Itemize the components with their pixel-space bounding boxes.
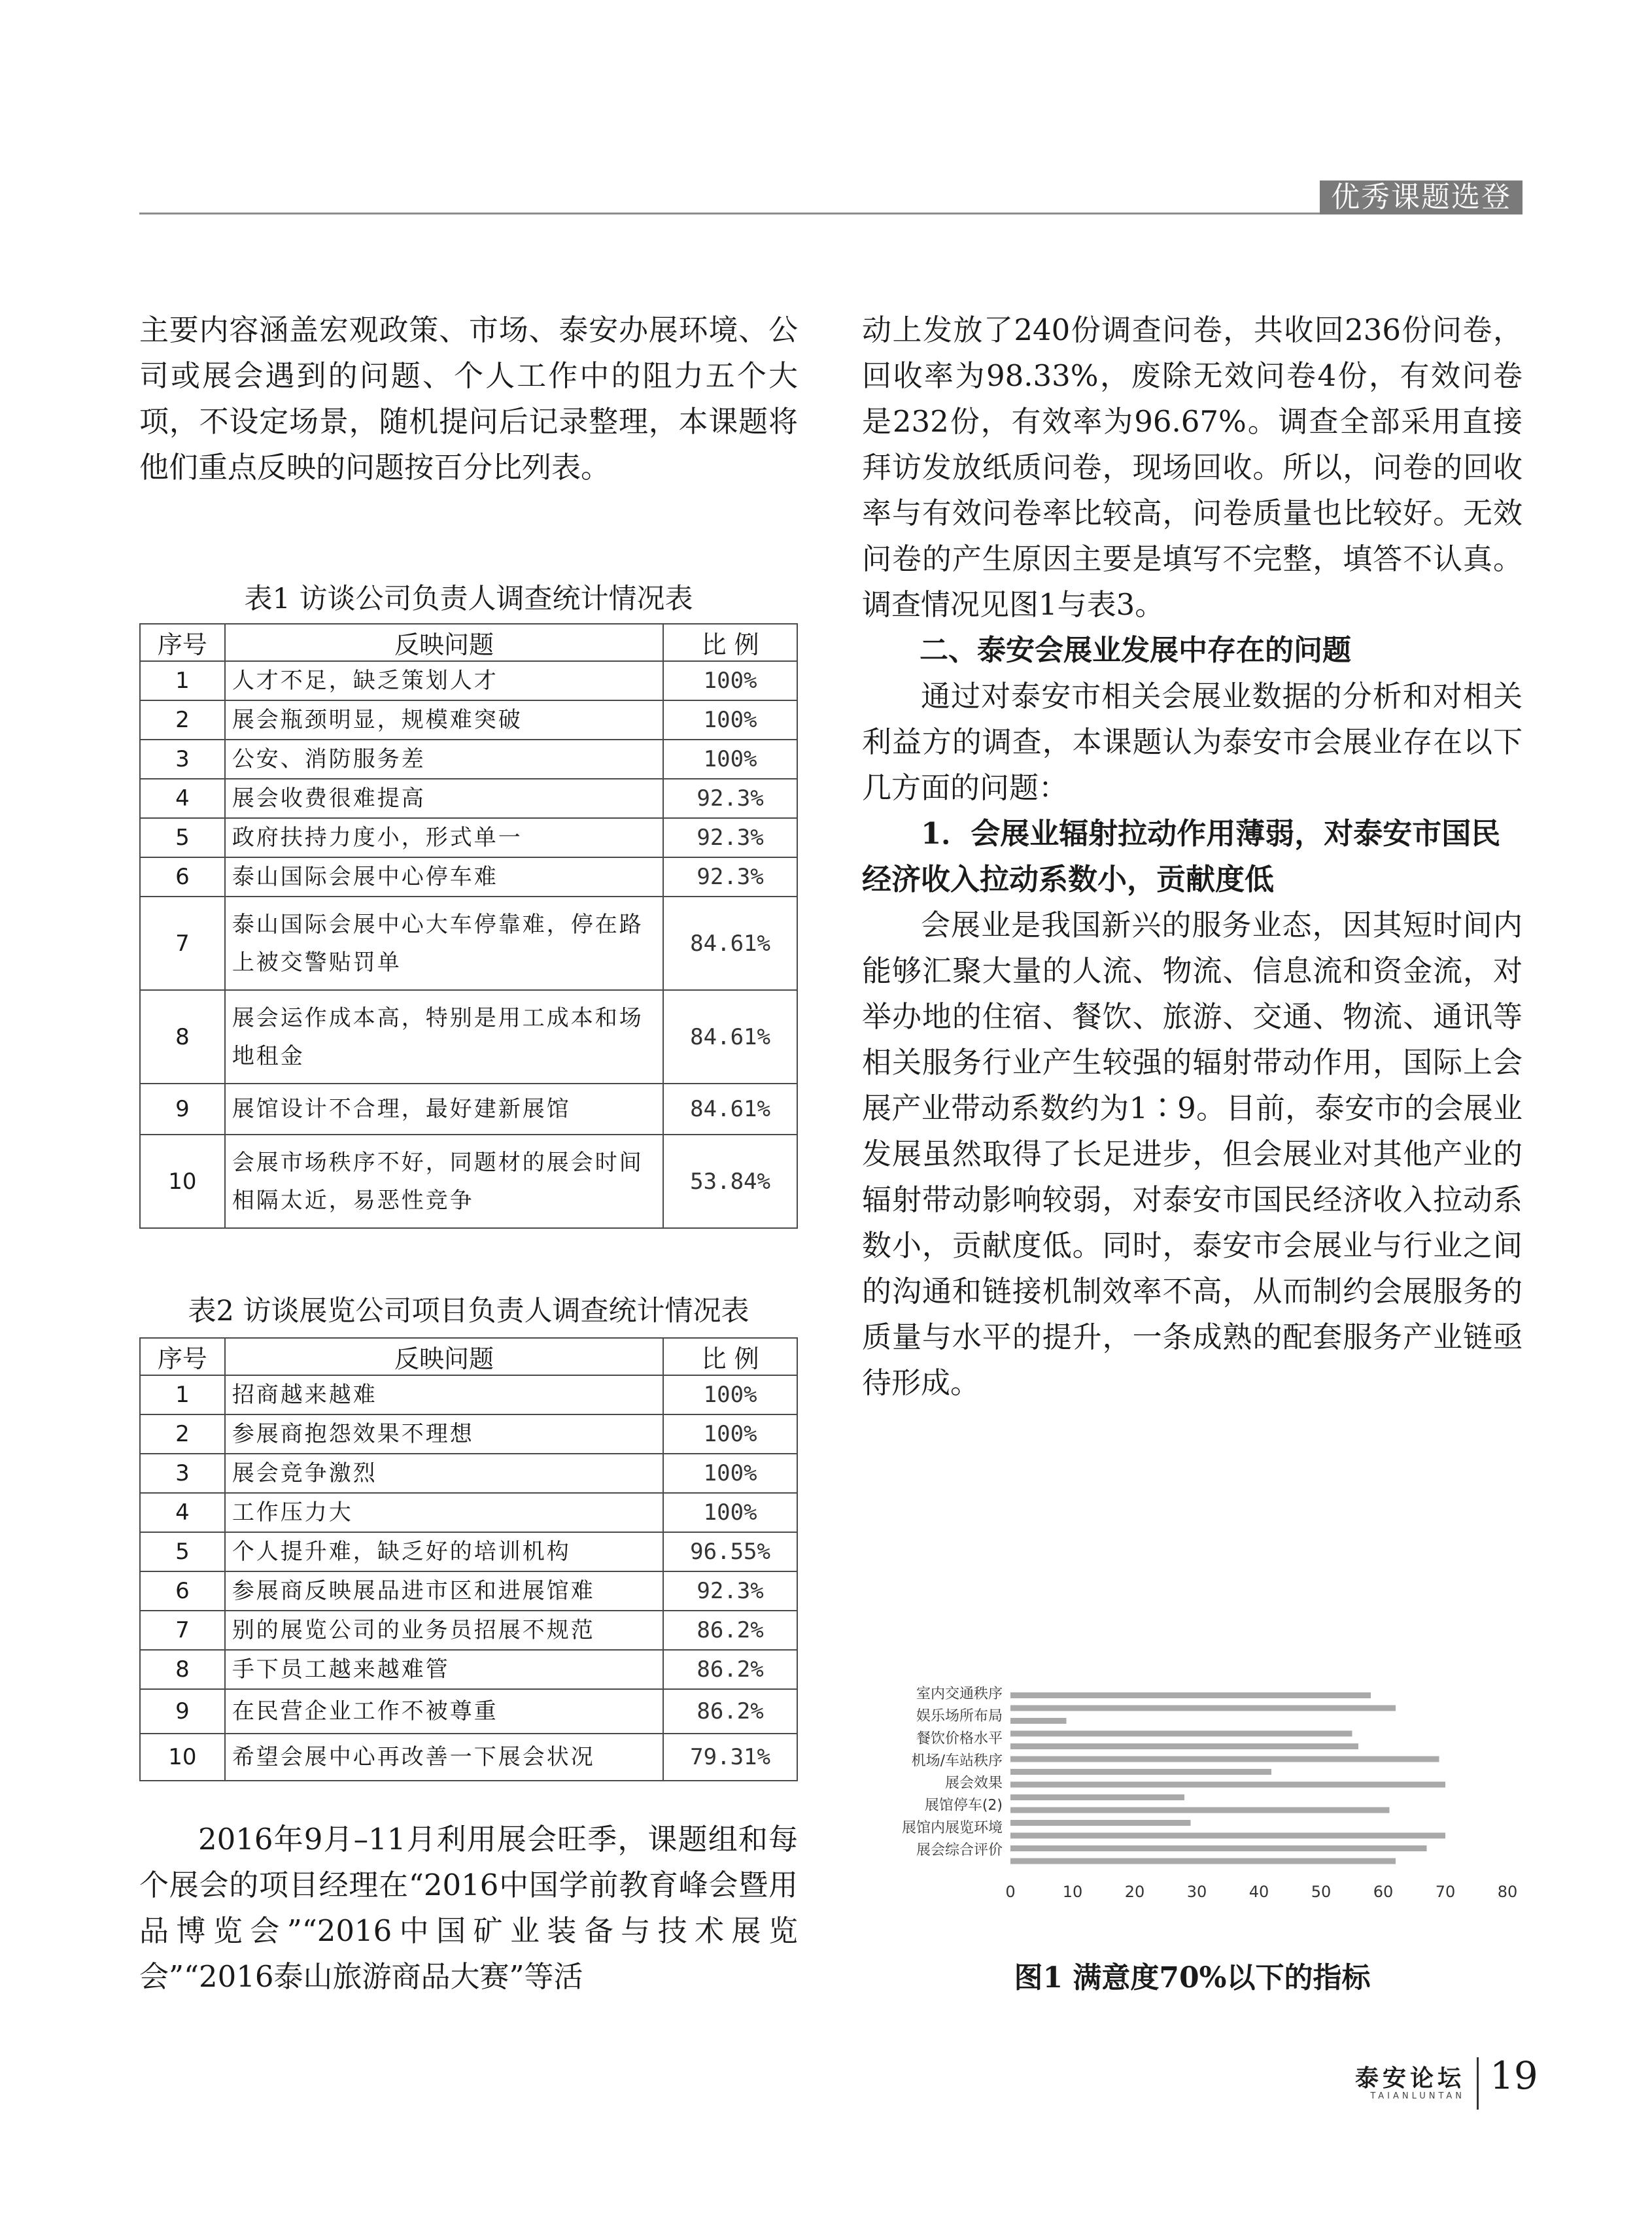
chart-bar [1010,1807,1390,1813]
row-pct: 84.61% [663,897,797,990]
table2-header-issue: 反映问题 [225,1338,663,1375]
table2-caption: 表2 访谈展览公司项目负责人调查统计情况表 [188,1295,749,1327]
row-issue: 泰山国际会展中心停车难 [225,857,663,897]
row-issue: 工作压力大 [225,1493,663,1532]
problems-intro-paragraph: 通过对泰安市相关会展业数据的分析和对相关利益方的调查，本课题认为泰安市会展业存在以下几方面的问题： [862,679,1523,805]
table1-caption: 表1 访谈公司负责人调查统计情况表 [244,583,693,615]
row-issue: 展会竞争激烈 [225,1454,663,1493]
row-no: 8 [140,990,225,1084]
table-row [140,1454,797,1493]
chart-bar [1010,1794,1184,1800]
row-no: 4 [140,1493,225,1532]
table-row [140,897,797,990]
table-row [140,1135,797,1228]
row-pct: 86.2% [663,1689,797,1734]
row-pct: 92.3% [663,857,797,897]
chart-bar [1010,1743,1358,1749]
table-row [140,1611,797,1650]
row-issue: 展馆设计不合理，最好建新展馆 [225,1084,663,1135]
row-issue: 希望会展中心再改善一下展会状况 [225,1734,663,1781]
header-rule [139,213,1523,214]
right-column [862,307,1523,1406]
section-label: 优秀课题选登 [1320,180,1523,214]
table-row [140,1689,797,1734]
table-row [140,700,797,740]
journal-brand-pinyin: TAIANLUNTAN [1370,2091,1465,2101]
table1-header-no: 序号 [140,624,225,661]
row-pct: 100% [663,1493,797,1532]
page-number: 19 [1490,2053,1538,2098]
row-pct: 100% [663,1375,797,1414]
row-no: 2 [140,1414,225,1454]
journal-brand: 泰安论坛 [1354,2065,1465,2092]
table-row [140,740,797,779]
chart-bar [1010,1731,1352,1737]
chart-tick-label: 40 [1248,1883,1269,1901]
row-issue: 在民营企业工作不被尊重 [225,1689,663,1734]
chart-category-label: 展馆停车(2) [924,1797,1003,1814]
table2-header-no: 序号 [140,1338,225,1375]
table-row [140,1493,797,1532]
row-no: 4 [140,779,225,818]
row-issue: 参展商抱怨效果不理想 [225,1414,663,1454]
chart-bar [1010,1820,1191,1826]
survey-paragraph: 动上发放了240份调查问卷，共收回236份问卷，回收率为98.33%，废除无效问卷4份，有效问卷是232份，有效率为96.67%。调查全部采用直接拜访发放纸质问卷，现场回收。所以，问卷的回收率与有效问卷率比较高，问卷质量也比较好。无效问卷的产生原因主要是填写不完整，填答不认真。调查情况见图1与表3。 [862,313,1523,622]
row-issue: 政府扶持力度小，形式单一 [225,818,663,857]
row-issue: 展会收费很难提高 [225,779,663,818]
chart-category-label: 室内交通秩序 [916,1686,1003,1702]
intro-paragraph: 主要内容涵盖宏观政策、市场、泰安办展环境、公司或展会遇到的问题、个人工作中的阻力五个大项，不设定场景，随机提问后记录整理，本课题将他们重点反映的问题按百分比列表。 [139,313,798,485]
row-issue: 人才不足，缺乏策划人才 [225,661,663,700]
footer-divider [1477,2057,1479,2110]
table-row [140,1414,797,1454]
chart-bar [1010,1782,1445,1788]
row-no: 10 [140,1734,225,1781]
table-row [140,1734,797,1781]
table2-header-pct: 比 例 [663,1338,797,1375]
chart-svg [863,1681,1517,1909]
row-no: 5 [140,818,225,857]
row-issue: 手下员工越来越难管 [225,1650,663,1689]
chart-bar [1010,1769,1271,1775]
chart-tick-label: 60 [1373,1883,1394,1901]
row-pct: 100% [663,740,797,779]
row-no: 5 [140,1532,225,1571]
table1-header-issue: 反映问题 [225,624,663,661]
chart-bar [1010,1718,1067,1724]
row-pct: 84.61% [663,1084,797,1135]
row-issue: 参展商反映展品进市区和进展馆难 [225,1571,663,1611]
chart-bar [1010,1692,1371,1698]
row-issue: 泰山国际会展中心大车停靠难，停在路上被交警贴罚单 [225,897,663,990]
row-no: 2 [140,700,225,740]
row-no: 3 [140,740,225,779]
row-no: 3 [140,1454,225,1493]
chart-tick-label: 10 [1062,1883,1083,1901]
table2 [139,1337,798,1781]
row-issue: 展会瓶颈明显，规模难突破 [225,700,663,740]
left-column-intro [139,307,798,490]
closing-paragraph: 2016年9月–11月利用展会旺季，课题组和每个展会的项目经理在“2016中国学前教育峰会暨用品博览会”“2016中国矿业装备与技术展览会”“2016泰山旅游商品大赛”等活 [139,1822,798,1994]
row-issue: 公安、消防服务差 [225,740,663,779]
row-pct: 96.55% [663,1532,797,1571]
table-row [140,857,797,897]
subsection-heading: 1．会展业辐射拉动作用薄弱，对泰安市国民经济收入拉动系数小，贡献度低 [862,816,1501,897]
table-row [140,661,797,700]
chart-tick-label: 70 [1435,1883,1456,1901]
row-issue: 招商越来越难 [225,1375,663,1414]
table-row [140,1650,797,1689]
row-pct: 92.3% [663,1571,797,1611]
chart-bar [1010,1705,1396,1711]
chart-tick-label: 0 [1005,1883,1016,1901]
chart-tick-label: 20 [1124,1883,1145,1901]
chart-category-label: 娱乐场所布局 [916,1708,1003,1725]
chart-bar [1010,1858,1396,1864]
row-no: 1 [140,661,225,700]
figure-caption: 图1 满意度70%以下的指标 [1014,1961,1371,1995]
satisfaction-chart [863,1681,1517,1909]
row-issue: 展会运作成本高，特别是用工成本和场地租金 [225,990,663,1084]
row-pct: 92.3% [663,818,797,857]
left-column-closing [139,1817,798,2000]
section-heading: 二、泰安会展业发展中存在的问题 [920,634,1351,667]
table-row [140,1375,797,1414]
row-pct: 100% [663,661,797,700]
row-no: 8 [140,1650,225,1689]
chart-bar [1010,1756,1439,1762]
row-pct: 79.31% [663,1734,797,1781]
table1 [139,623,798,1229]
row-pct: 53.84% [663,1135,797,1228]
row-no: 9 [140,1689,225,1734]
table1-header-pct: 比 例 [663,624,797,661]
chart-bar [1010,1833,1445,1839]
row-no: 9 [140,1084,225,1135]
table-row [140,1532,797,1571]
row-no: 10 [140,1135,225,1228]
row-no: 7 [140,897,225,990]
row-pct: 100% [663,1454,797,1493]
row-pct: 92.3% [663,779,797,818]
table-row [140,818,797,857]
row-no: 1 [140,1375,225,1414]
row-pct: 86.2% [663,1611,797,1650]
row-issue: 个人提升难，缺乏好的培训机构 [225,1532,663,1571]
chart-bar [1010,1845,1427,1851]
chart-category-label: 展馆内展览环境 [901,1819,1003,1836]
industry-paragraph: 会展业是我国新兴的服务业态，因其短时间内能够汇聚大量的人流、物流、信息流和资金流，对举办地的住宿、餐饮、旅游、交通、物流、通讯等相关服务行业产生较强的辐射带动作用，国际上会展产业带动系数约为1∶9。目前，泰安市的会展业发展虽然取得了长足进步，但会展业对其他产业的辐射带动影响较弱，对泰安市国民经济收入拉动系数小，贡献度低。同时，泰安市会展业与行业之间的沟通和链接机制效率不高，从而制约会展服务的质量与水平的提升，一条成熟的配套服务产业链亟待形成。 [862,908,1523,1400]
chart-category-label: 餐饮价格水平 [916,1730,1003,1747]
table-row [140,990,797,1084]
chart-tick-label: 80 [1497,1883,1517,1901]
row-pct: 100% [663,1414,797,1454]
chart-category-label: 机场/车站秩序 [911,1753,1003,1770]
row-pct: 86.2% [663,1650,797,1689]
table-row [140,1571,797,1611]
row-no: 6 [140,857,225,897]
row-issue: 会展市场秩序不好，同题材的展会时间相隔太近，易恶性竞争 [225,1135,663,1228]
row-issue: 别的展览公司的业务员招展不规范 [225,1611,663,1650]
row-pct: 84.61% [663,990,797,1084]
row-no: 7 [140,1611,225,1650]
row-pct: 100% [663,700,797,740]
chart-category-label: 展会效果 [944,1775,1003,1792]
table-row [140,779,797,818]
table-row [140,1084,797,1135]
chart-tick-label: 50 [1311,1883,1332,1901]
row-no: 6 [140,1571,225,1611]
chart-category-label: 展会综合评价 [916,1841,1003,1858]
chart-tick-label: 30 [1186,1883,1207,1901]
